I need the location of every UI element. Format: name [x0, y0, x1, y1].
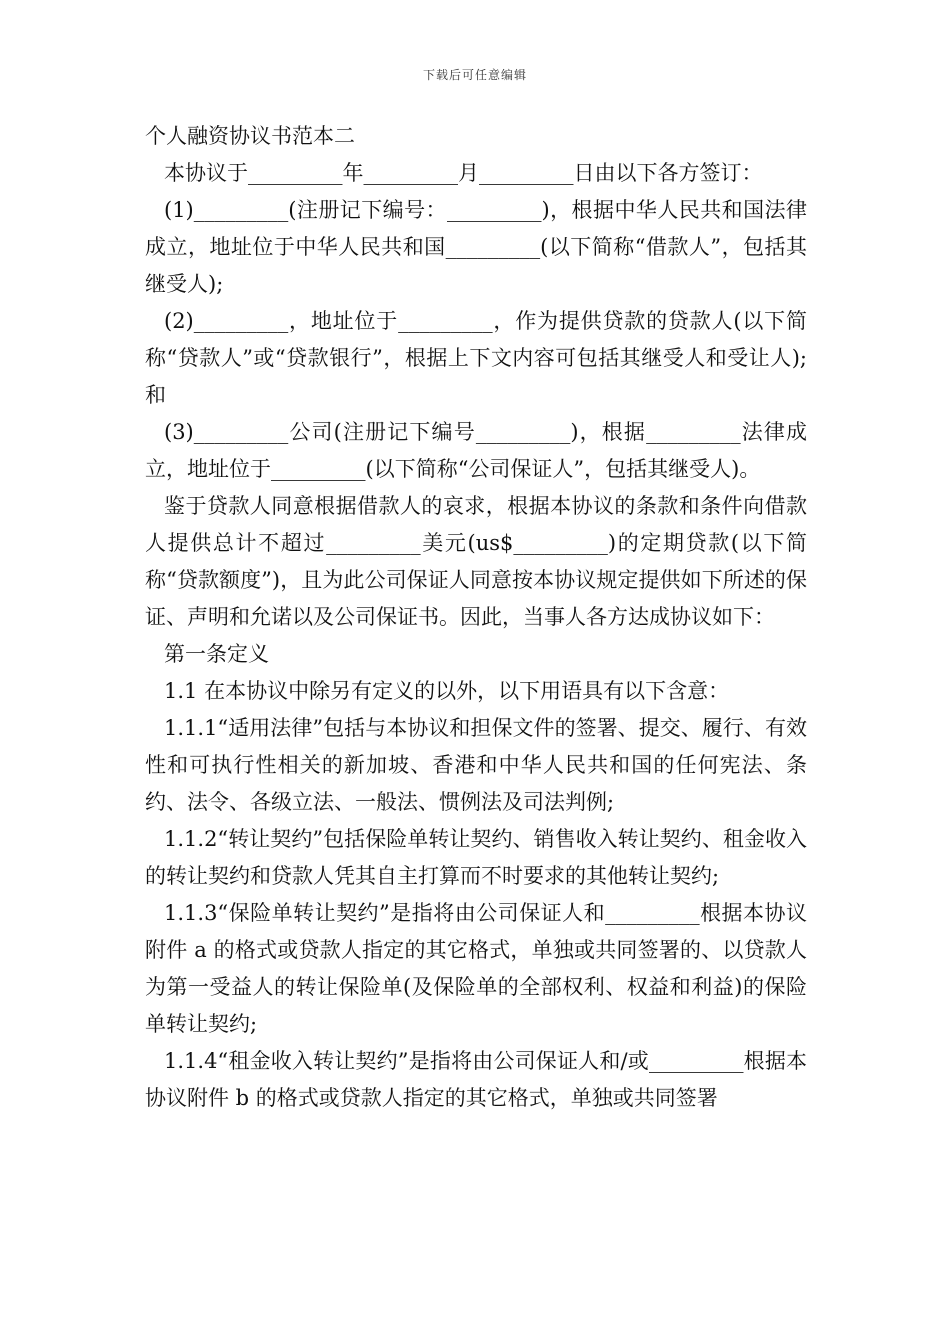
paragraph-party-lender: (2)_________，地址位于_________，作为提供贷款的贷款人(以下简称“贷款人”或“贷款银行”，根据上下文内容可包括其继受人和受让人);和: [145, 309, 807, 407]
section-heading-definitions: 第一条定义: [164, 642, 269, 666]
clause-1-1: 1.1 在本协议中除另有定义的以外，以下用语具有以下含意：: [164, 679, 730, 703]
paragraph-party-borrower: (1)_________(注册记下编号：_________)，根据中华人民共和国法律成立，地址位于中华人民共和国_________(以下简称“借款人”，包括其继受人);: [145, 198, 807, 296]
clause-1-1-1: 1.1.1“适用法律”包括与本协议和担保文件的签署、提交、履行、有效性和可执行性相关的新加坡、香港和中华人民共和国的任何宪法、条约、法令、各级立法、一般法、惯例法及司法判例;: [145, 716, 807, 814]
document-body: [145, 118, 807, 1117]
clause-1-1-2: 1.1.2“转让契约”包括保险单转让契约、销售收入转让契约、租金收入的转让契约和贷款人凭其自主打算而不时要求的其他转让契约;: [145, 827, 807, 888]
clause-1-1-3: 1.1.3“保险单转让契约”是指将由公司保证人和_________根据本协议附件 a 的格式或贷款人指定的其它格式，单独或共同签署的、以贷款人为第一受益人的转让保险单(及保险单的全部权利、权益和利益)的保险单转让契约;: [145, 901, 807, 1036]
paragraph-signing-date: 本协议于_________年_________月_________日由以下各方签订：: [164, 161, 763, 185]
paragraph-party-guarantor: (3)_________公司(注册记下编号_________)，根据_________法律成立，地址位于_________(以下简称“公司保证人”，包括其继受人)。: [145, 420, 807, 481]
page-header-note: 下载后可任意编辑: [422, 68, 527, 82]
document-title: 个人融资协议书范本二: [145, 124, 355, 148]
clause-1-1-4: 1.1.4“租金收入转让契约”是指将由公司保证人和/或_________根据本协议附件 b 的格式或贷款人指定的其它格式，单独或共同签署: [145, 1049, 807, 1110]
paragraph-recital: 鉴于贷款人同意根据借款人的哀求，根据本协议的条款和条件向借款人提供总计不超过_________美元(us$_________)的定期贷款(以下简称“贷款额度”)，且为此公司保证人同意按本协议规定提供如下所述的保证、声明和允诺以及公司保证书。因此，当事人各方达成协议如下：: [145, 494, 807, 629]
